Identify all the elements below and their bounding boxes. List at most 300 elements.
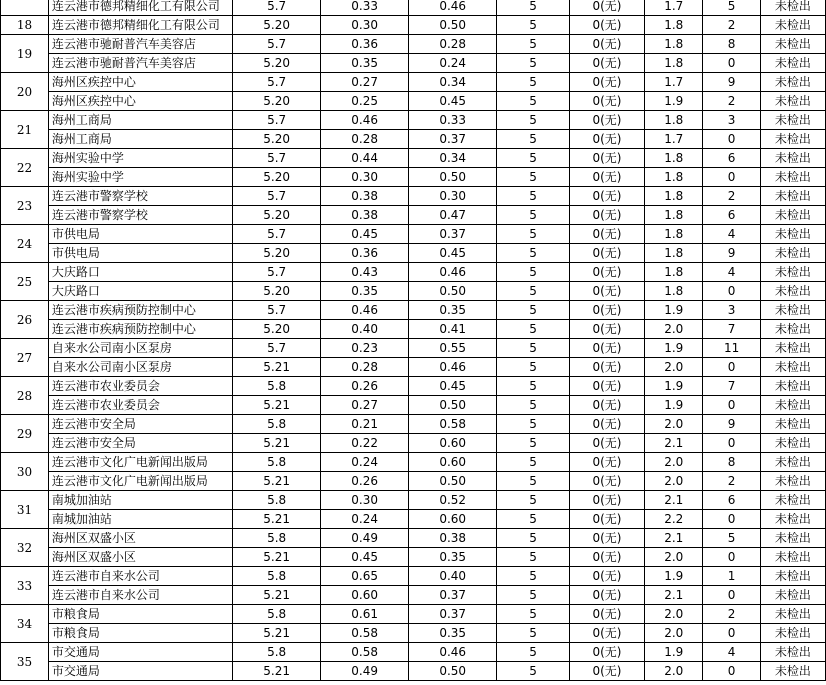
value-a-cell[interactable]: 0.45 [321, 225, 409, 244]
result-cell[interactable]: 未检出 [760, 377, 825, 396]
date-cell[interactable]: 5.20 [233, 206, 321, 225]
result-cell[interactable]: 未检出 [760, 434, 825, 453]
value-c-cell[interactable]: 5 [497, 244, 570, 263]
color-cell[interactable]: 0(无) [569, 0, 644, 16]
result-cell[interactable]: 未检出 [760, 529, 825, 548]
value-a-cell[interactable]: 0.58 [321, 643, 409, 662]
value-e-cell[interactable]: 2 [703, 92, 760, 111]
site-name-cell[interactable]: 大庆路口 [48, 263, 232, 282]
value-a-cell[interactable]: 0.58 [321, 624, 409, 643]
group-number-cell[interactable]: 33 [1, 567, 49, 605]
value-c-cell[interactable]: 5 [497, 149, 570, 168]
value-d-cell[interactable]: 1.8 [645, 16, 703, 35]
site-name-cell[interactable]: 海州区双盛小区 [48, 529, 232, 548]
date-cell[interactable]: 5.20 [233, 92, 321, 111]
site-name-cell[interactable]: 市供电局 [48, 244, 232, 263]
value-b-cell[interactable]: 0.60 [409, 434, 497, 453]
value-b-cell[interactable]: 0.37 [409, 225, 497, 244]
value-d-cell[interactable]: 2.0 [645, 605, 703, 624]
site-name-cell[interactable]: 连云港市驰耐普汽车美容店 [48, 35, 232, 54]
result-cell[interactable]: 未检出 [760, 358, 825, 377]
group-number-cell[interactable]: 21 [1, 111, 49, 149]
value-d-cell[interactable]: 2.0 [645, 415, 703, 434]
result-cell[interactable]: 未检出 [760, 187, 825, 206]
result-cell[interactable]: 未检出 [760, 396, 825, 415]
result-cell[interactable]: 未检出 [760, 92, 825, 111]
date-cell[interactable]: 5.8 [233, 377, 321, 396]
site-name-cell[interactable]: 海州区疾控中心 [48, 92, 232, 111]
date-cell[interactable]: 5.7 [233, 187, 321, 206]
value-d-cell[interactable]: 1.8 [645, 225, 703, 244]
value-d-cell[interactable]: 1.8 [645, 35, 703, 54]
value-d-cell[interactable]: 1.9 [645, 643, 703, 662]
date-cell[interactable]: 5.21 [233, 510, 321, 529]
value-b-cell[interactable]: 0.38 [409, 529, 497, 548]
result-cell[interactable]: 未检出 [760, 244, 825, 263]
result-cell[interactable]: 未检出 [760, 624, 825, 643]
value-b-cell[interactable]: 0.40 [409, 567, 497, 586]
value-c-cell[interactable]: 5 [497, 111, 570, 130]
value-a-cell[interactable]: 0.46 [321, 111, 409, 130]
value-d-cell[interactable]: 1.7 [645, 73, 703, 92]
value-c-cell[interactable]: 5 [497, 377, 570, 396]
date-cell[interactable]: 5.7 [233, 73, 321, 92]
value-c-cell[interactable]: 5 [497, 548, 570, 567]
site-name-cell[interactable]: 连云港市安全局 [48, 434, 232, 453]
result-cell[interactable]: 未检出 [760, 206, 825, 225]
value-c-cell[interactable]: 5 [497, 130, 570, 149]
color-cell[interactable]: 0(无) [569, 111, 644, 130]
value-e-cell[interactable]: 9 [703, 415, 760, 434]
value-e-cell[interactable]: 0 [703, 510, 760, 529]
site-name-cell[interactable]: 市交通局 [48, 662, 232, 681]
value-c-cell[interactable]: 5 [497, 225, 570, 244]
value-a-cell[interactable]: 0.24 [321, 453, 409, 472]
value-b-cell[interactable]: 0.45 [409, 92, 497, 111]
color-cell[interactable]: 0(无) [569, 396, 644, 415]
date-cell[interactable]: 5.21 [233, 624, 321, 643]
value-c-cell[interactable]: 5 [497, 358, 570, 377]
value-a-cell[interactable]: 0.30 [321, 168, 409, 187]
value-e-cell[interactable]: 2 [703, 472, 760, 491]
color-cell[interactable]: 0(无) [569, 301, 644, 320]
color-cell[interactable]: 0(无) [569, 282, 644, 301]
site-name-cell[interactable]: 海州实验中学 [48, 168, 232, 187]
value-a-cell[interactable]: 0.43 [321, 263, 409, 282]
value-e-cell[interactable]: 0 [703, 168, 760, 187]
value-c-cell[interactable]: 5 [497, 168, 570, 187]
value-d-cell[interactable]: 2.0 [645, 320, 703, 339]
color-cell[interactable]: 0(无) [569, 491, 644, 510]
site-name-cell[interactable]: 连云港市驰耐普汽车美容店 [48, 54, 232, 73]
color-cell[interactable]: 0(无) [569, 662, 644, 681]
value-c-cell[interactable]: 5 [497, 567, 570, 586]
date-cell[interactable]: 5.21 [233, 548, 321, 567]
site-name-cell[interactable]: 自来水公司南小区泵房 [48, 339, 232, 358]
color-cell[interactable]: 0(无) [569, 548, 644, 567]
value-d-cell[interactable]: 2.0 [645, 662, 703, 681]
site-name-cell[interactable]: 连云港市安全局 [48, 415, 232, 434]
value-a-cell[interactable]: 0.60 [321, 586, 409, 605]
value-b-cell[interactable]: 0.37 [409, 605, 497, 624]
color-cell[interactable]: 0(无) [569, 92, 644, 111]
group-number-cell[interactable] [1, 0, 49, 16]
group-number-cell[interactable]: 25 [1, 263, 49, 301]
group-number-cell[interactable]: 22 [1, 149, 49, 187]
color-cell[interactable]: 0(无) [569, 643, 644, 662]
value-d-cell[interactable]: 2.0 [645, 453, 703, 472]
value-b-cell[interactable]: 0.35 [409, 548, 497, 567]
site-name-cell[interactable]: 连云港市农业委员会 [48, 396, 232, 415]
site-name-cell[interactable]: 市粮食局 [48, 624, 232, 643]
color-cell[interactable]: 0(无) [569, 35, 644, 54]
date-cell[interactable]: 5.8 [233, 415, 321, 434]
result-cell[interactable]: 未检出 [760, 453, 825, 472]
date-cell[interactable]: 5.20 [233, 54, 321, 73]
date-cell[interactable]: 5.21 [233, 662, 321, 681]
result-cell[interactable]: 未检出 [760, 73, 825, 92]
value-b-cell[interactable]: 0.24 [409, 54, 497, 73]
value-e-cell[interactable]: 0 [703, 396, 760, 415]
value-e-cell[interactable]: 0 [703, 54, 760, 73]
value-c-cell[interactable]: 5 [497, 624, 570, 643]
value-e-cell[interactable]: 8 [703, 35, 760, 54]
date-cell[interactable]: 5.8 [233, 567, 321, 586]
result-cell[interactable]: 未检出 [760, 111, 825, 130]
value-d-cell[interactable]: 1.8 [645, 149, 703, 168]
value-b-cell[interactable]: 0.46 [409, 643, 497, 662]
site-name-cell[interactable]: 市交通局 [48, 643, 232, 662]
color-cell[interactable]: 0(无) [569, 54, 644, 73]
value-c-cell[interactable]: 5 [497, 339, 570, 358]
value-d-cell[interactable]: 1.7 [645, 0, 703, 16]
value-a-cell[interactable]: 0.27 [321, 396, 409, 415]
value-c-cell[interactable]: 5 [497, 491, 570, 510]
value-a-cell[interactable]: 0.44 [321, 149, 409, 168]
site-name-cell[interactable]: 海州工商局 [48, 111, 232, 130]
value-b-cell[interactable]: 0.46 [409, 0, 497, 16]
result-cell[interactable]: 未检出 [760, 339, 825, 358]
value-a-cell[interactable]: 0.30 [321, 16, 409, 35]
value-c-cell[interactable]: 5 [497, 0, 570, 16]
color-cell[interactable]: 0(无) [569, 149, 644, 168]
value-d-cell[interactable]: 1.9 [645, 377, 703, 396]
group-number-cell[interactable]: 35 [1, 643, 49, 681]
value-a-cell[interactable]: 0.21 [321, 415, 409, 434]
date-cell[interactable]: 5.21 [233, 358, 321, 377]
value-e-cell[interactable]: 9 [703, 244, 760, 263]
date-cell[interactable]: 5.7 [233, 35, 321, 54]
value-a-cell[interactable]: 0.49 [321, 529, 409, 548]
site-name-cell[interactable]: 海州区双盛小区 [48, 548, 232, 567]
value-d-cell[interactable]: 1.9 [645, 301, 703, 320]
value-b-cell[interactable]: 0.33 [409, 111, 497, 130]
value-e-cell[interactable]: 6 [703, 206, 760, 225]
date-cell[interactable]: 5.7 [233, 111, 321, 130]
group-number-cell[interactable]: 32 [1, 529, 49, 567]
site-name-cell[interactable]: 连云港市德邦精细化工有限公司 [48, 0, 232, 16]
site-name-cell[interactable]: 连云港市文化广电新闻出版局 [48, 472, 232, 491]
value-e-cell[interactable]: 5 [703, 0, 760, 16]
date-cell[interactable]: 5.21 [233, 586, 321, 605]
value-a-cell[interactable]: 0.40 [321, 320, 409, 339]
result-cell[interactable]: 未检出 [760, 54, 825, 73]
value-d-cell[interactable]: 2.0 [645, 358, 703, 377]
color-cell[interactable]: 0(无) [569, 453, 644, 472]
date-cell[interactable]: 5.8 [233, 453, 321, 472]
value-d-cell[interactable]: 2.0 [645, 548, 703, 567]
value-b-cell[interactable]: 0.55 [409, 339, 497, 358]
value-b-cell[interactable]: 0.47 [409, 206, 497, 225]
value-c-cell[interactable]: 5 [497, 187, 570, 206]
value-e-cell[interactable]: 9 [703, 73, 760, 92]
value-b-cell[interactable]: 0.34 [409, 149, 497, 168]
value-d-cell[interactable]: 1.9 [645, 339, 703, 358]
site-name-cell[interactable]: 连云港市警察学校 [48, 187, 232, 206]
value-e-cell[interactable]: 11 [703, 339, 760, 358]
date-cell[interactable]: 5.7 [233, 0, 321, 16]
group-number-cell[interactable]: 28 [1, 377, 49, 415]
value-d-cell[interactable]: 2.1 [645, 586, 703, 605]
date-cell[interactable]: 5.20 [233, 282, 321, 301]
value-c-cell[interactable]: 5 [497, 605, 570, 624]
value-d-cell[interactable]: 1.8 [645, 282, 703, 301]
value-e-cell[interactable]: 0 [703, 434, 760, 453]
color-cell[interactable]: 0(无) [569, 187, 644, 206]
value-a-cell[interactable]: 0.26 [321, 472, 409, 491]
value-e-cell[interactable]: 6 [703, 149, 760, 168]
color-cell[interactable]: 0(无) [569, 73, 644, 92]
value-a-cell[interactable]: 0.65 [321, 567, 409, 586]
site-name-cell[interactable]: 海州工商局 [48, 130, 232, 149]
value-c-cell[interactable]: 5 [497, 415, 570, 434]
site-name-cell[interactable]: 大庆路口 [48, 282, 232, 301]
color-cell[interactable]: 0(无) [569, 206, 644, 225]
value-a-cell[interactable]: 0.22 [321, 434, 409, 453]
value-c-cell[interactable]: 5 [497, 396, 570, 415]
group-number-cell[interactable]: 27 [1, 339, 49, 377]
value-e-cell[interactable]: 5 [703, 529, 760, 548]
color-cell[interactable]: 0(无) [569, 567, 644, 586]
value-c-cell[interactable]: 5 [497, 434, 570, 453]
value-c-cell[interactable]: 5 [497, 453, 570, 472]
value-c-cell[interactable]: 5 [497, 73, 570, 92]
value-a-cell[interactable]: 0.35 [321, 282, 409, 301]
value-c-cell[interactable]: 5 [497, 206, 570, 225]
value-e-cell[interactable]: 0 [703, 624, 760, 643]
group-number-cell[interactable]: 23 [1, 187, 49, 225]
date-cell[interactable]: 5.21 [233, 434, 321, 453]
value-e-cell[interactable]: 0 [703, 586, 760, 605]
value-e-cell[interactable]: 2 [703, 16, 760, 35]
result-cell[interactable]: 未检出 [760, 605, 825, 624]
value-a-cell[interactable]: 0.28 [321, 358, 409, 377]
value-d-cell[interactable]: 2.0 [645, 624, 703, 643]
site-name-cell[interactable]: 海州实验中学 [48, 149, 232, 168]
value-e-cell[interactable]: 6 [703, 491, 760, 510]
site-name-cell[interactable]: 南城加油站 [48, 491, 232, 510]
group-number-cell[interactable]: 34 [1, 605, 49, 643]
date-cell[interactable]: 5.20 [233, 130, 321, 149]
site-name-cell[interactable]: 连云港市德邦精细化工有限公司 [48, 16, 232, 35]
value-c-cell[interactable]: 5 [497, 54, 570, 73]
date-cell[interactable]: 5.20 [233, 244, 321, 263]
value-d-cell[interactable]: 1.9 [645, 567, 703, 586]
value-d-cell[interactable]: 1.8 [645, 111, 703, 130]
value-b-cell[interactable]: 0.37 [409, 130, 497, 149]
value-b-cell[interactable]: 0.46 [409, 263, 497, 282]
color-cell[interactable]: 0(无) [569, 510, 644, 529]
value-d-cell[interactable]: 1.8 [645, 187, 703, 206]
value-c-cell[interactable]: 5 [497, 35, 570, 54]
date-cell[interactable]: 5.21 [233, 396, 321, 415]
value-d-cell[interactable]: 2.0 [645, 472, 703, 491]
value-c-cell[interactable]: 5 [497, 510, 570, 529]
value-a-cell[interactable]: 0.61 [321, 605, 409, 624]
value-b-cell[interactable]: 0.35 [409, 624, 497, 643]
color-cell[interactable]: 0(无) [569, 605, 644, 624]
date-cell[interactable]: 5.20 [233, 16, 321, 35]
result-cell[interactable]: 未检出 [760, 16, 825, 35]
color-cell[interactable]: 0(无) [569, 434, 644, 453]
value-e-cell[interactable]: 4 [703, 263, 760, 282]
value-a-cell[interactable]: 0.26 [321, 377, 409, 396]
site-name-cell[interactable]: 连云港市自来水公司 [48, 567, 232, 586]
value-c-cell[interactable]: 5 [497, 301, 570, 320]
value-b-cell[interactable]: 0.60 [409, 510, 497, 529]
value-a-cell[interactable]: 0.36 [321, 244, 409, 263]
site-name-cell[interactable]: 自来水公司南小区泵房 [48, 358, 232, 377]
value-d-cell[interactable]: 1.9 [645, 92, 703, 111]
value-b-cell[interactable]: 0.50 [409, 396, 497, 415]
site-name-cell[interactable]: 连云港市疾病预防控制中心 [48, 301, 232, 320]
color-cell[interactable]: 0(无) [569, 586, 644, 605]
color-cell[interactable]: 0(无) [569, 130, 644, 149]
value-b-cell[interactable]: 0.45 [409, 244, 497, 263]
value-c-cell[interactable]: 5 [497, 662, 570, 681]
value-e-cell[interactable]: 7 [703, 377, 760, 396]
value-e-cell[interactable]: 8 [703, 453, 760, 472]
value-b-cell[interactable]: 0.52 [409, 491, 497, 510]
result-cell[interactable]: 未检出 [760, 586, 825, 605]
result-cell[interactable]: 未检出 [760, 225, 825, 244]
value-a-cell[interactable]: 0.30 [321, 491, 409, 510]
color-cell[interactable]: 0(无) [569, 339, 644, 358]
group-number-cell[interactable]: 20 [1, 73, 49, 111]
value-e-cell[interactable]: 0 [703, 282, 760, 301]
site-name-cell[interactable]: 市粮食局 [48, 605, 232, 624]
value-b-cell[interactable]: 0.45 [409, 377, 497, 396]
value-b-cell[interactable]: 0.58 [409, 415, 497, 434]
value-a-cell[interactable]: 0.27 [321, 73, 409, 92]
value-d-cell[interactable]: 1.7 [645, 130, 703, 149]
color-cell[interactable]: 0(无) [569, 16, 644, 35]
value-a-cell[interactable]: 0.45 [321, 548, 409, 567]
result-cell[interactable]: 未检出 [760, 130, 825, 149]
value-b-cell[interactable]: 0.37 [409, 586, 497, 605]
date-cell[interactable]: 5.7 [233, 263, 321, 282]
site-name-cell[interactable]: 市供电局 [48, 225, 232, 244]
site-name-cell[interactable]: 南城加油站 [48, 510, 232, 529]
value-d-cell[interactable]: 1.8 [645, 206, 703, 225]
color-cell[interactable]: 0(无) [569, 244, 644, 263]
value-e-cell[interactable]: 1 [703, 567, 760, 586]
value-c-cell[interactable]: 5 [497, 529, 570, 548]
value-a-cell[interactable]: 0.28 [321, 130, 409, 149]
color-cell[interactable]: 0(无) [569, 529, 644, 548]
value-e-cell[interactable]: 3 [703, 301, 760, 320]
result-cell[interactable]: 未检出 [760, 301, 825, 320]
value-e-cell[interactable]: 0 [703, 130, 760, 149]
result-cell[interactable]: 未检出 [760, 567, 825, 586]
group-number-cell[interactable]: 29 [1, 415, 49, 453]
value-c-cell[interactable]: 5 [497, 320, 570, 339]
value-b-cell[interactable]: 0.35 [409, 301, 497, 320]
value-e-cell[interactable]: 0 [703, 358, 760, 377]
site-name-cell[interactable]: 连云港市农业委员会 [48, 377, 232, 396]
value-b-cell[interactable]: 0.50 [409, 16, 497, 35]
site-name-cell[interactable]: 连云港市疾病预防控制中心 [48, 320, 232, 339]
result-cell[interactable]: 未检出 [760, 0, 825, 16]
date-cell[interactable]: 5.8 [233, 605, 321, 624]
value-b-cell[interactable]: 0.34 [409, 73, 497, 92]
result-cell[interactable]: 未检出 [760, 643, 825, 662]
site-name-cell[interactable]: 连云港市自来水公司 [48, 586, 232, 605]
site-name-cell[interactable]: 连云港市文化广电新闻出版局 [48, 453, 232, 472]
color-cell[interactable]: 0(无) [569, 320, 644, 339]
group-number-cell[interactable]: 26 [1, 301, 49, 339]
value-e-cell[interactable]: 7 [703, 320, 760, 339]
result-cell[interactable]: 未检出 [760, 472, 825, 491]
value-d-cell[interactable]: 1.8 [645, 168, 703, 187]
group-number-cell[interactable]: 31 [1, 491, 49, 529]
value-a-cell[interactable]: 0.35 [321, 54, 409, 73]
value-c-cell[interactable]: 5 [497, 472, 570, 491]
value-a-cell[interactable]: 0.49 [321, 662, 409, 681]
color-cell[interactable]: 0(无) [569, 624, 644, 643]
color-cell[interactable]: 0(无) [569, 168, 644, 187]
value-b-cell[interactable]: 0.50 [409, 662, 497, 681]
value-d-cell[interactable]: 1.9 [645, 396, 703, 415]
value-e-cell[interactable]: 4 [703, 225, 760, 244]
value-b-cell[interactable]: 0.50 [409, 168, 497, 187]
value-a-cell[interactable]: 0.36 [321, 35, 409, 54]
result-cell[interactable]: 未检出 [760, 548, 825, 567]
value-a-cell[interactable]: 0.33 [321, 0, 409, 16]
value-e-cell[interactable]: 3 [703, 111, 760, 130]
value-b-cell[interactable]: 0.30 [409, 187, 497, 206]
value-d-cell[interactable]: 2.1 [645, 434, 703, 453]
date-cell[interactable]: 5.20 [233, 320, 321, 339]
site-name-cell[interactable]: 海州区疾控中心 [48, 73, 232, 92]
value-b-cell[interactable]: 0.41 [409, 320, 497, 339]
group-number-cell[interactable]: 19 [1, 35, 49, 73]
value-c-cell[interactable]: 5 [497, 282, 570, 301]
date-cell[interactable]: 5.7 [233, 225, 321, 244]
color-cell[interactable]: 0(无) [569, 472, 644, 491]
date-cell[interactable]: 5.21 [233, 472, 321, 491]
color-cell[interactable]: 0(无) [569, 263, 644, 282]
value-e-cell[interactable]: 2 [703, 187, 760, 206]
value-c-cell[interactable]: 5 [497, 16, 570, 35]
value-b-cell[interactable]: 0.50 [409, 282, 497, 301]
result-cell[interactable]: 未检出 [760, 263, 825, 282]
value-d-cell[interactable]: 1.8 [645, 263, 703, 282]
value-d-cell[interactable]: 2.1 [645, 491, 703, 510]
date-cell[interactable]: 5.8 [233, 643, 321, 662]
value-d-cell[interactable]: 1.8 [645, 244, 703, 263]
result-cell[interactable]: 未检出 [760, 282, 825, 301]
